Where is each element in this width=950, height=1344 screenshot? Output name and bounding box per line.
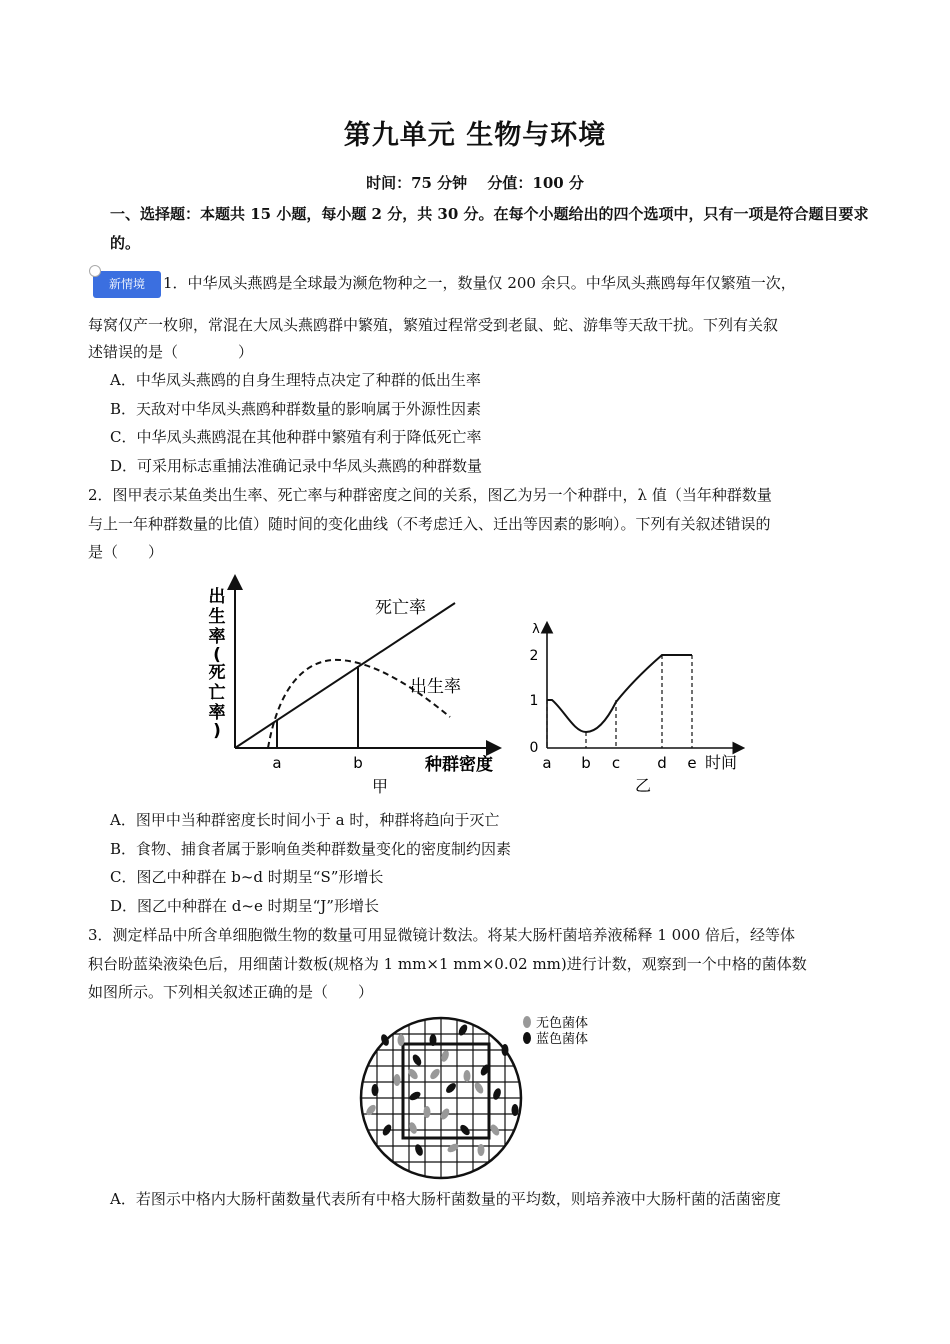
figure-jia [200, 570, 520, 800]
q1-line1: 1．中华凤头燕鸥是全球最为濒危物种之一，数量仅 200 余只。中华凤头燕鸥每年仅繁殖一次， [163, 274, 796, 292]
q3-line2: 积台盼蓝染液染色后，用细菌计数板(规格为 1 mm×1 mm×0.02 mm)进行计数，观察到一个中格的菌体数 [88, 955, 807, 973]
q2-line2: 与上一年种群数量的比值）随时间的变化曲线（不考虑迁入、迁出等因素的影响）。下列有关叙述错误的 [88, 515, 771, 533]
jia-y-char: ( [213, 645, 221, 665]
q2-line1: 2．图甲表示某鱼类出生率、死亡率与种群密度之间的关系，图乙为另一个种群中，λ 值（当年种群数量 [88, 486, 772, 504]
jia-y-char: 率 [208, 703, 226, 723]
death-rate-label: 死亡率 [375, 598, 426, 618]
q2-option-c: C．图乙中种群在 b~d 时期呈“S”形增长 [110, 868, 384, 886]
q1-option-c: C．中华凤头燕鸥混在其他种群中繁殖有利于降低死亡率 [110, 428, 482, 446]
jia-y-char: 亡 [208, 683, 226, 703]
jia-tick-a: a [272, 754, 282, 772]
q2-option-b: B．食物、捕食者属于影响鱼类种群数量变化的密度制约因素 [110, 840, 512, 858]
legend-blue-label: 蓝色菌体 [536, 1032, 589, 1047]
q1-option-d: D．可采用标志重捕法准确记录中华凤头燕鸥的种群数量 [110, 457, 483, 475]
death-rate-line [235, 603, 455, 748]
jia-y-char: 生 [208, 607, 226, 627]
yi-xtick-c: c [611, 754, 621, 772]
q1-option-a: A．中华凤头燕鸥的自身生理特点决定了种群的低出生率 [110, 371, 481, 389]
q2-option-d: D．图乙中种群在 d~e 时期呈“J”形增长 [110, 897, 379, 915]
yi-xtick-e: e [687, 754, 697, 772]
q2-option-a: A．图甲中当种群密度长时间小于 a 时，种群将趋向于灭亡 [110, 811, 500, 829]
jia-tick-b: b [353, 754, 363, 772]
page-title: 第九单元 生物与环境 [343, 120, 607, 151]
q2-line3: 是（ ） [88, 543, 164, 561]
badge-dot-icon [89, 265, 101, 277]
yi-x-label: 时间 [705, 753, 738, 772]
q1-line2: 每窝仅产一枚卵，常混在大凤头燕鸥群中繁殖，繁殖过程常受到老鼠、蛇、游隼等天敌干扰。下列有关叙 [88, 316, 779, 334]
yi-ytick-2: 2 [529, 648, 539, 664]
yi-ytick-0: 0 [529, 740, 539, 756]
yi-xtick-d: d [657, 754, 667, 772]
yi-caption: 乙 [634, 776, 652, 795]
jia-y-char: 率 [208, 627, 226, 647]
yi-xtick-b: b [581, 754, 591, 772]
legend-colorless-label: 无色菌体 [536, 1016, 589, 1031]
yi-y-label: λ [532, 622, 540, 637]
legend-colorless-swatch [523, 1016, 531, 1028]
jia-y-char: 出 [208, 587, 226, 607]
q3-line3: 如图所示。下列相关叙述正确的是（ ） [88, 983, 374, 1001]
jia-y-char: ) [213, 721, 221, 741]
lambda-curve [547, 655, 692, 732]
exam-meta: 时间：75 分钟 分值：100 分 [366, 174, 584, 192]
q3-line1: 3．测定样品中所含单细胞微生物的数量可用显微镜计数法。将某大肠杆菌培养液稀释 1 000 倍后，经等体 [88, 926, 796, 944]
legend-blue-swatch [523, 1032, 531, 1044]
section-heading: 一、选择题：本题共 15 小题，每小题 2 分，共 30 分。在每个小题给出的四个选项中，只有一项是符合题目要求的。 [110, 205, 869, 252]
jia-x-label: 种群密度 [425, 755, 493, 775]
birth-rate-label: 出生率 [410, 677, 461, 697]
figure-yi [522, 618, 754, 796]
jia-y-char: 死 [208, 663, 226, 683]
counting-chamber-figure [355, 1010, 615, 1182]
q1-option-b: B．天敌对中华凤头燕鸥种群数量的影响属于外源性因素 [110, 400, 482, 418]
yi-ytick-1: 1 [529, 693, 539, 709]
q3-option-a: A．若图示中格内大肠杆菌数量代表所有中格大肠杆菌数量的平均数，则培养液中大肠杆菌的活菌密度 [110, 1190, 781, 1208]
yi-xtick-a: a [542, 754, 552, 772]
jia-caption: 甲 [371, 777, 389, 796]
badge-label: 新情境 [108, 277, 145, 291]
new-context-badge [93, 271, 161, 298]
q1-line3: 述错误的是（ ） [88, 343, 254, 361]
